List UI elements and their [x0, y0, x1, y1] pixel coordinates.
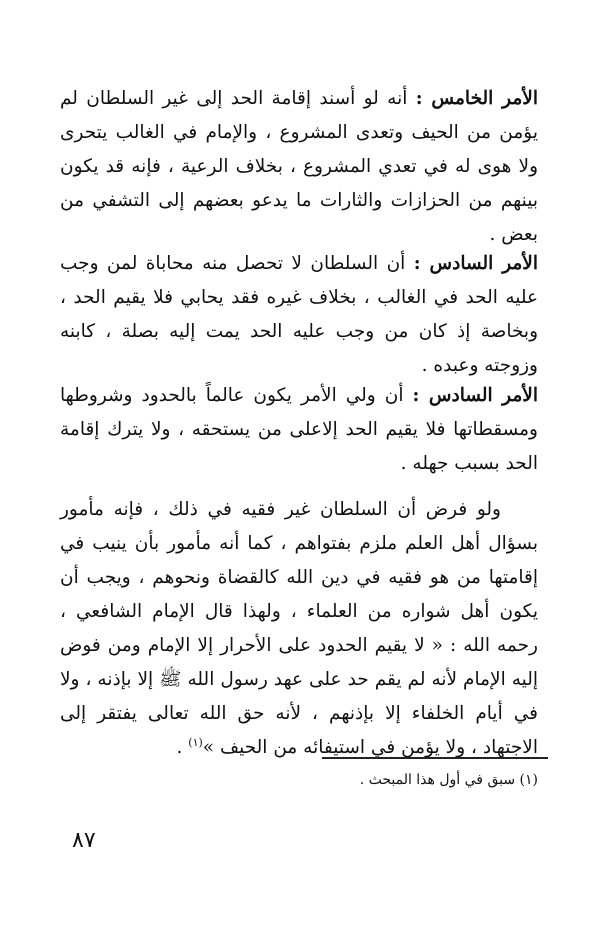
paragraph-body: ولو فرض أن السلطان غير فقيه في ذلك ، فإنه مأمور بسؤال أهل العلم ملزم بفتواهم ، كما أنه مأمور بأن ينيب في إقامتها من هو فقيه في دين الله كالقضاة ونحوهم ، ويجب أن يكون أهل شواره من العلماء ، ولهذا قال الإمام الشافعي ، رحمه الله : « لا يقيم الحدود على الأحرار إلا الإمام ومن فوض إليه الإمام لأنه لم يقم حد على عهد رسول الله ﷺ إلا بإذنه ، ولا في أيام الخلفاء إلا بإذنهم ، لأنه حق الله تعالى يفتقر إلى الاجتهاد ، ولا يؤمن في استيفائه من الحيف »: [60, 499, 538, 758]
footnote-reference[interactable]: (١): [188, 735, 203, 749]
footnote-divider: [322, 757, 548, 759]
paragraph-heading: الأمر الخامس :: [415, 88, 538, 109]
paragraph-sixth-matter: [60, 247, 538, 383]
paragraph-body: أن السلطان لا تحصل منه محاباة لمن وجب عليه الحد في الغالب ، بخلاف غيره فقد يحابي فلا يقيم الحد ، وبخاصة إذ كان من وجب عليه الحد يمت إليه بصلة ، كابنه وزوجته وعبده .: [60, 253, 538, 376]
paragraph-end: .: [176, 737, 189, 758]
paragraph-shafii-quote: [60, 493, 538, 765]
footnote: (١) سبق في أول هذا المبحث .: [359, 772, 538, 788]
page-number: ٨٧: [72, 828, 96, 853]
paragraph-heading: الأمر السادس :: [412, 385, 538, 406]
paragraph-fifth-matter: [60, 82, 538, 252]
paragraph-sixth-matter-repeat: [60, 379, 538, 481]
paragraph-body: أن ولي الأمر يكون عالماً بالحدود وشروطها ومسقطاتها فلا يقيم الحد إلاعلى من يستحقه ، ولا يترك إقامة الحد بسبب جهله .: [60, 385, 538, 474]
paragraph-body: أنه لو أسند إقامة الحد إلى غير السلطان لم يؤمن من الحيف وتعدى المشروع ، والإمام في الغالب يتحرى ولا هوى له في تعدي المشروع ، بخلاف الرعية ، فإنه قد يكون بينهم من الحزازات والثارات ما يدعو بعضهم إلى التشفي من بعض .: [60, 88, 538, 245]
paragraph-heading: الأمر السادس :: [413, 253, 539, 274]
